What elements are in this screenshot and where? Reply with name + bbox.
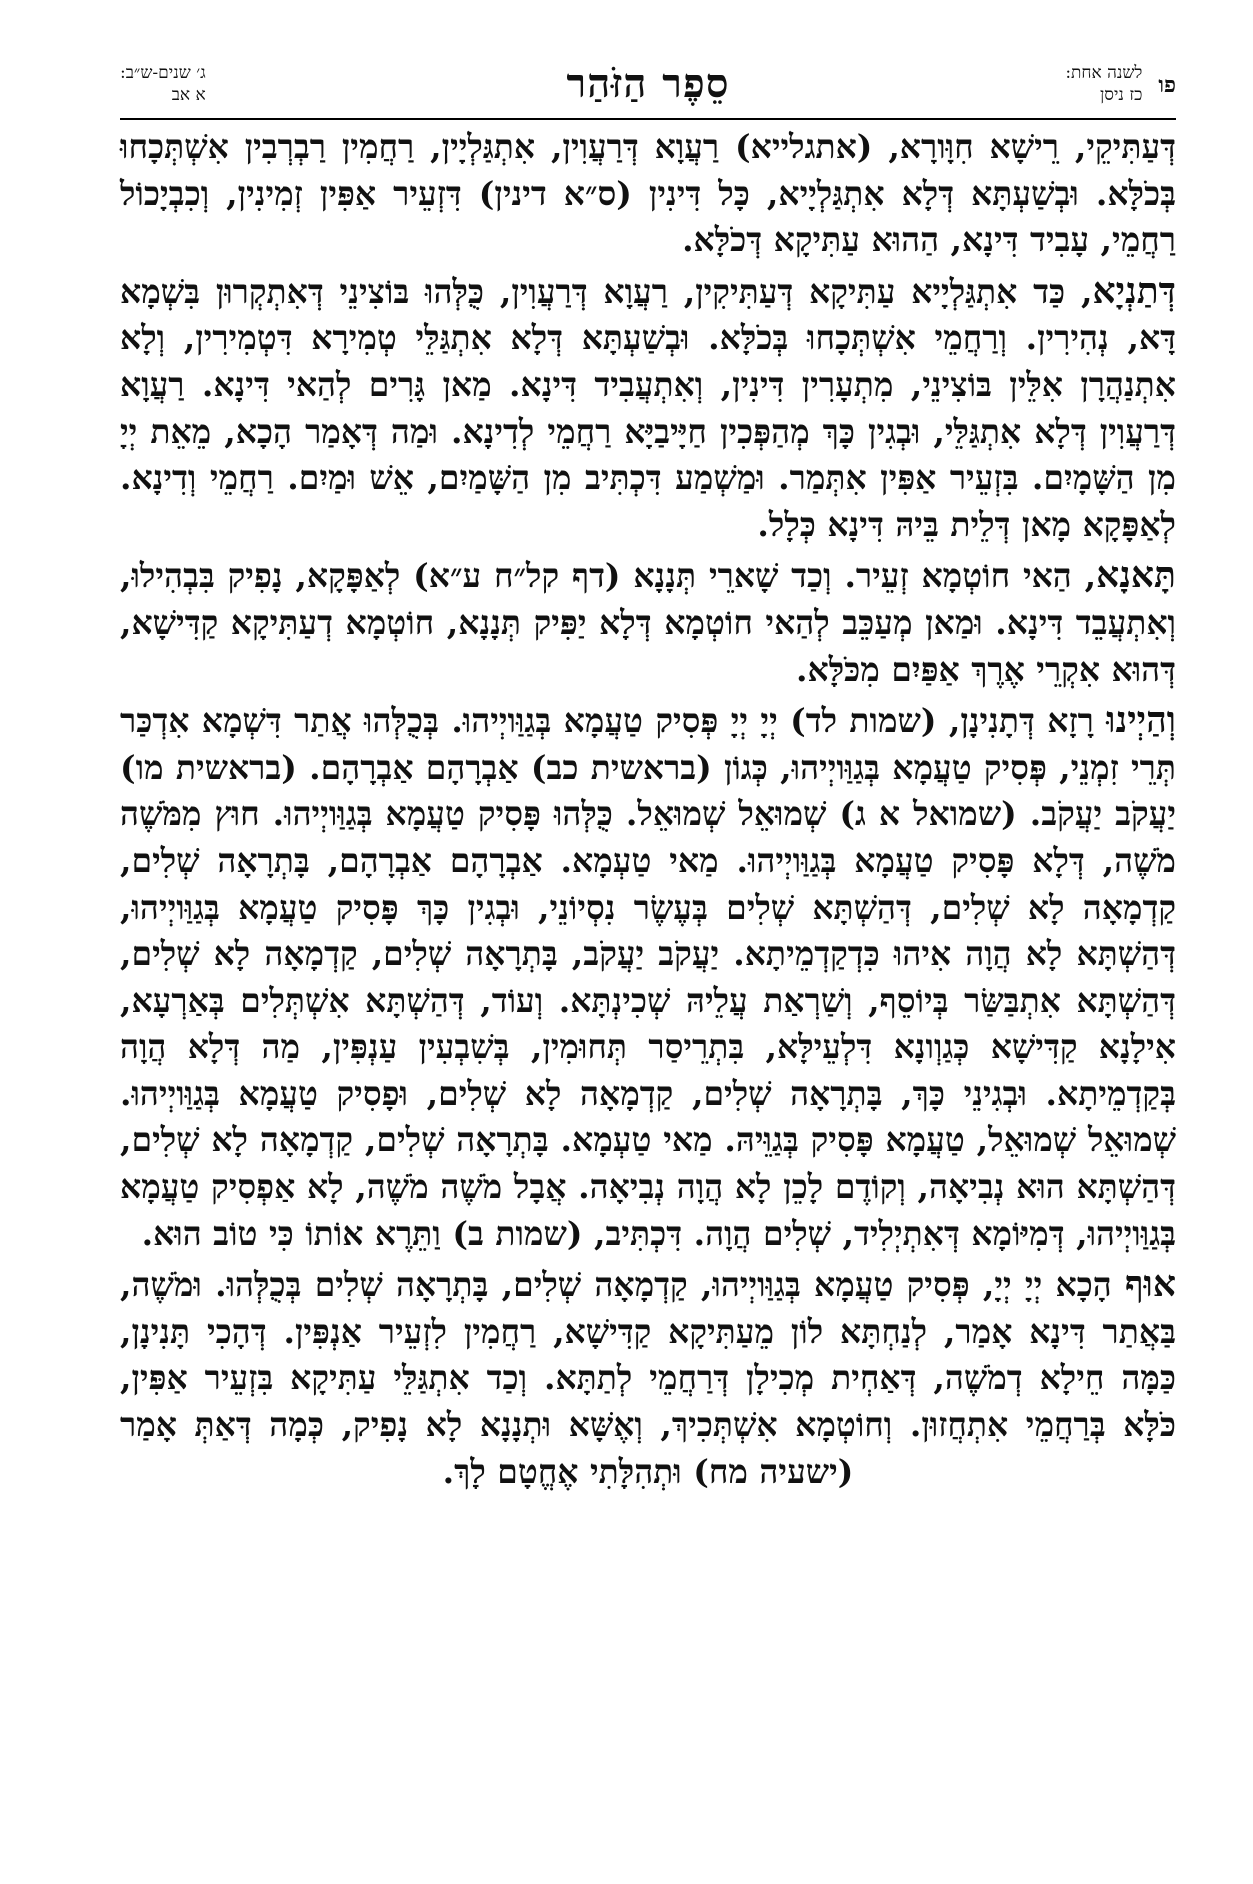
- reading-schedule-three-years: [120, 62, 206, 106]
- header-rule: [120, 118, 1176, 120]
- paragraph-text: דְּעַתִּיקֵי, רֵישָׁא חִוָּורָא, (אתגלייא) רַעֲוָא דְּרַעֲוִין, אִתְגַּלְיָין, רַחֲמִין רַבְרְבִין אִשְׁתְּכָחוּ בְּכֹלָּא. וּבְשַׁעְתָּא דְּלָא אִתְגַּלְיָיא, כָּל דִּינִין (ס״א דינין) דִּזְעֵיר אַפִּין זְמִינִין, וְכִבְיָכוֹל רַחֲמֵי, עָבִיד דִּינָא, הַהוּא עַתִּיקָא דְּכֹלָּא.: [120, 127, 1176, 260]
- schedule-three-years-date: א אב: [171, 85, 206, 105]
- page-header: [120, 62, 1176, 122]
- paragraph-text: , הַאי חוֹטְמָא זְעֵיר. וְכַד שָׁארֵי תְּנָנָא (דף קל״ח ע״א) לְאַפָּקָא, נָפִיק בִּבְהִילוּ, וְאִתְעֲבֵד דִּינָא. וּמַאן מְעַכֵּב לְהַאי חוֹטְמָא דְּלָא יַפִּיק תְּנָנָא, חוֹטְמָא דְעַתִּיקָא קַדִּישָׁא, דְּהוּא אִקְרֵי אֶרֶךְ אַפַּיִם מִכֹּלָּא.: [120, 556, 1176, 689]
- schedule-one-year-date: כז ניסן: [1099, 85, 1143, 105]
- header-right: [1065, 62, 1176, 106]
- paragraph: [120, 1261, 1176, 1495]
- paragraph-text: הָכָא יְיָ יְיָ, פְּסִיק טַעֲמָא בְּגַוַּויְיהוּ, קַדְמָאָה שְׁלִים, בָּתְרָאָה שְׁלִים בְּכֻלְּהוּ. וּמֹשֶׁה, בַּאֲתַר דִּינָא אָמַר, לְנַחְתָּא לוֹן מֵעַתִּיקָא קַדִּישָׁא, רַחֲמִין לִזְעֵיר אַנְפִּין. דְּהָכִי תָּנִינָן, כַּמָּה חֵילָא דְמֹשֶׁה, דְּאַחְית מְכִילָן דְּרַחֲמֵי לְתַתָּא. וְכַד אִתְגַּלֵּי עַתִּיקָא בִּזְעֵיר אַפִּין, כֹּלָּא בְּרַחֲמֵי אִתְחֲזוּן. וְחוֹטְמָא אִשְׁתְּכִיךְ, וְאֶשָּׁא וּתְנָנָא לָא נָפִיק, כְּמָה דְּאַתְּ אָמַר (ישעיה מח) וּתְהִלָּתִי אֶחֱטָם לָךְ.: [120, 1265, 1176, 1491]
- paragraph-text: רָזָא דְּתָנִינָן, (שמות לד) יְיָ יְיָ פְּסִיק טַעֲמָא בְּגַוַּויְיהוּ. בְּכֻלְּהוּ אֲתַר דִּשְׁמָא אִדְכַּר תְּרֵי זִמְנֵי, פְּסִיק טַעֲמָא בְּגַוַּויְיהוּ, כְּגוֹן (בראשית כב) אַבְרָהָם אַבְרָהָם. (בראשית מו) יַעֲקֹב יַעֲקֹב. (שמואל א ג) שְׁמוּאֵל שְׁמוּאֵל. כֻּלְּהוּ פָּסִיק טַעֲמָא בְּגַוַּויְיהוּ. חוּץ מִמֹּשֶׁה מֹשֶׁה, דְּלָא פָּסִיק טַעֲמָא בְּגַוַּויְיהוּ. מַאי טַעְמָא. אַבְרָהָם אַבְרָהָם, בָּתְרָאָה שְׁלִים, קַדְמָאָה לָא שְׁלִים, דְּהַשְׁתָּא שְׁלִים בְּעֶשֶׂר נִסְיוֹנֵי, וּבְגִין כָּךְ פָּסִיק טַעֲמָא בְּגַוַּויְיהוּ, דְּהַשְׁתָּא לָא הֲוָה אִיהוּ כִּדְקַדְמֵיתָא. יַעֲקֹב יַעֲקֹב, בָּתְרָאָה שְׁלִים, קַדְמָאָה לָא שְׁלִים, דְּהַשְׁתָּא אִתְבַּשַּׂר בְּיוֹסֵף, וְשַׁרְאַת עֲלֵיהּ שְׁכִינְתָּא. וְעוֹד, דְּהַשְׁתָּא אִשְׁתְּלִים בְּאַרְעָא, אִילָנָא קַדִּישָׁא כְּגַוְונָא דִּלְעֵילָּא, בִּתְרֵיסַר תְּחוּמִין, בְּשִׁבְעִין עַנְפִּין, מַה דְּלָא הֲוָה בְּקַדְמֵיתָא. וּבְגִינֵי כָּךְ, בָּתְרָאָה שְׁלִים, קַדְמָאָה לָא שְׁלִים, וּפָסִיק טַעֲמָא בְּגַוַּויְיהוּ. שְׁמוּאֵל שְׁמוּאֵל, טַעֲמָא פָּסִיק בְּגַוֵּיהּ. מַאי טַעְמָא. בָּתְרָאָה שְׁלִים, קַדְמָאָה לָא שְׁלִים, דְּהַשְׁתָּא הוּא נְבִיאָה, וְקוֹדֶם לָכֵן לָא הֲוָה נְבִיאָה. אֲבָל מֹשֶׁה מֹשֶׁה, לָא אַפְסִיק טַעֲמָא בְּגַוַּויְיהוּ, דְּמִיּוֹמָא דְּאִתְיְלִיד, שְׁלִים הֲוָה. דִּכְתִּיב, (שמות ב) וַתֵּרֶא אוֹתוֹ כִּי טוֹב הוּא.: [120, 701, 1176, 1253]
- paragraph: [120, 552, 1176, 693]
- paragraph-lead-word: אוּף: [1125, 1263, 1176, 1306]
- page-number: פו: [1158, 72, 1176, 98]
- main-text: [120, 124, 1176, 1499]
- paragraph-lead-word: תָּאנָא: [1096, 554, 1176, 597]
- paragraph: [120, 697, 1176, 1257]
- book-title: סֵפֶר הַזֹּהַר: [566, 60, 730, 107]
- paragraph-text: , כַּד אִתְגַּלְיָיא עַתִּיקָא דְּעַתִּיקִין, רַעֲוָא דְּרַעֲוִין, כֻּלְּהוּ בּוֹצִינֵי דְּאִתְקְרוּן בִּשְׁמָא דָּא, נְהִירִין. וְרַחֲמֵי אִשְׁתְּכָחוּ בְּכֹלָּא. וּבְשַׁעְתָּא דְּלָא אִתְגַּלֵּי טְמִירָא דִּטְמִירִין, וְלָא אִתְנַהֲרָן אִלֵּין בּוֹצִינֵי, מִתְעָרִין דִּינִין, וְאִתְעֲבִיד דִּינָא. מַאן גָּרִים לְהַאי דִּינָא. רַעֲוָא דְּרַעֲוִין דְּלָא אִתְגַּלֵּי, וּבְגִין כָּךְ מְהַפְּכִין חַיָּיבַיָּא רַחֲמֵי לְדִינָא. וּמַה דְּאָמַר הָכָא, מֵאֵת יְיָ מִן הַשָּׁמָיִם. בִּזְעֵיר אַפִּין אִתְּמַר. וּמַשְׁמַע דִּכְתִּיב מִן הַשָּׁמַיִם, אֵשׁ וּמַיִם. רַחֲמֵי וְדִינָא. לְאַפָּקָא מָאן דְּלֵית בֵּיהּ דִּינָא כְּלָל.: [120, 271, 1176, 544]
- schedule-three-years-label: ג׳ שנים-ש״ב:: [120, 63, 206, 83]
- schedule-one-year-label: לשנה אחת:: [1065, 63, 1143, 83]
- paragraph-lead-word: וְהַיְינוּ: [1106, 699, 1176, 742]
- paragraph-lead-word: דְּתַנְיָא: [1092, 269, 1176, 312]
- paragraph: [120, 124, 1176, 264]
- reading-schedule-one-year: [1065, 62, 1142, 106]
- paragraph: [120, 268, 1176, 549]
